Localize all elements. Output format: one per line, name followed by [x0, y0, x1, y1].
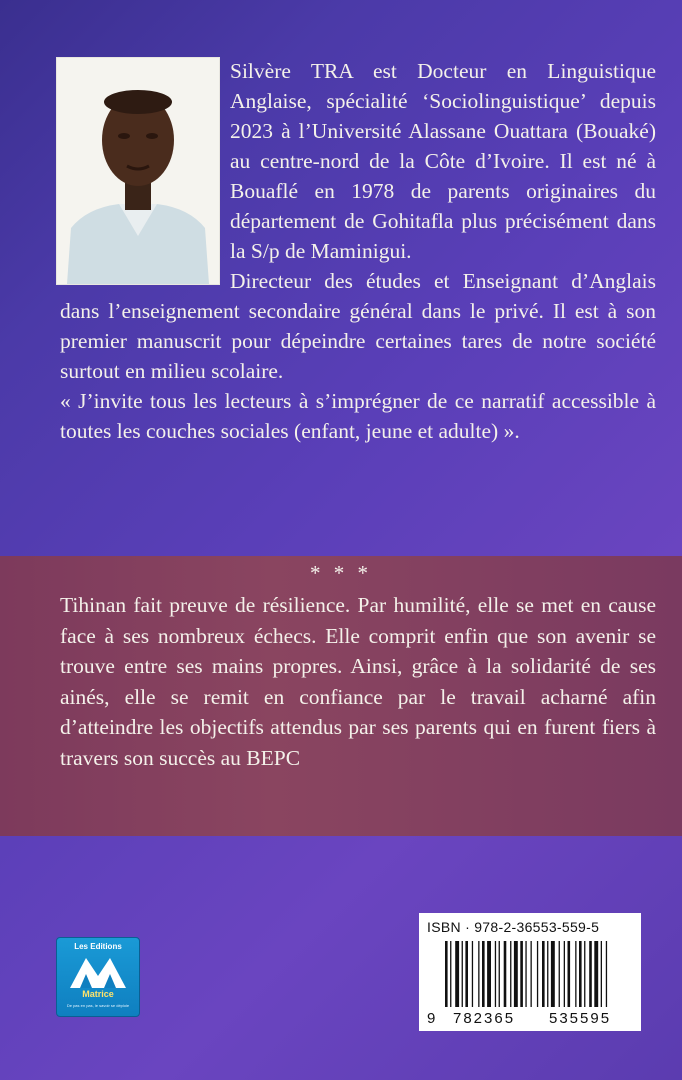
- barcode-bar: [510, 941, 511, 1007]
- barcode-digit-first: 9: [427, 1010, 438, 1027]
- barcode-bar: [531, 941, 532, 1007]
- publisher-name: Matrice: [82, 989, 114, 999]
- barcode-bar: [559, 941, 560, 1007]
- barcode-bar: [564, 941, 565, 1007]
- barcode-digits-right: 535595: [549, 1010, 612, 1027]
- publisher-title: Les Editions: [74, 942, 122, 951]
- book-summary: Tihinan fait preuve de résilience. Par humilité, elle se met en cause face à ses nombreux échecs. Elle comprit enfin que son avenir se trouve entre ses mains propres. Ainsi, grâce à la solidarité de ses ainés, elle se remit en confiance par le travail acharné afin d’atteindre les objectifs attendus par ses parents qui en furent fiers à travers son succès au BEPC: [60, 593, 656, 770]
- barcode-bar: [462, 941, 463, 1007]
- barcode-bar: [547, 941, 548, 1007]
- barcode-bar: [520, 941, 523, 1007]
- mountain-icon: [68, 952, 128, 990]
- barcode-bar: [478, 941, 479, 1007]
- barcode-bar: [445, 941, 448, 1007]
- isbn-label: ISBN · 978-2-36553-559-5: [427, 919, 600, 935]
- barcode-bar: [455, 941, 459, 1007]
- publisher-tagline: De pas en pas, le savoir se déploie: [66, 1003, 130, 1008]
- barcode-bar: [487, 941, 491, 1007]
- barcode-bar: [551, 941, 555, 1007]
- barcode-bar: [450, 941, 451, 1007]
- barcode-bars: [427, 941, 633, 1009]
- barcode-bar: [542, 941, 545, 1007]
- barcode-bar: [482, 941, 485, 1007]
- barcode-bar: [495, 941, 496, 1007]
- barcode-bar: [504, 941, 507, 1007]
- barcode-bar: [606, 941, 607, 1007]
- barcode-bar: [525, 941, 526, 1007]
- barcode-digits-left: 782365: [453, 1010, 516, 1027]
- isbn-barcode: [419, 913, 641, 1031]
- barcode-bar: [514, 941, 518, 1007]
- barcode-bar: [472, 941, 473, 1007]
- barcode-bar: [465, 941, 468, 1007]
- barcode-bar: [589, 941, 592, 1007]
- author-biography: [60, 56, 656, 446]
- section-separator: * * *: [310, 561, 372, 585]
- bio-paragraph-2: Directeur des études et Enseignant d’Anglais dans l’enseignement secondaire général dans le privé. Il est à son premier manuscrit pour dépeindre certaines tares de notre société surtout en milieu scolaire.: [60, 269, 656, 383]
- barcode-bar: [575, 941, 576, 1007]
- barcode-bar: [537, 941, 538, 1007]
- publisher-logo: [56, 937, 140, 1017]
- barcode-bar: [584, 941, 585, 1007]
- barcode-bar: [601, 941, 602, 1007]
- barcode-bar: [579, 941, 582, 1007]
- barcode-bar: [499, 941, 500, 1007]
- author-quote: « J’invite tous les lecteurs à s’imprégner de ce narratif accessible à toutes les couches sociales (enfant, jeune et adulte) ».: [60, 389, 656, 443]
- bio-paragraph-1: Silvère TRA est Docteur en Linguistique Anglaise, spécialité ‘Sociolinguistique’ depuis 2023 à l’Université Alassane Ouattara (Bouaké) au centre-nord de la Côte d’Ivoire. Il est né à Bouaflé en 1978 de parents originaires du département de Gohitafla plus précisément dans la S/p de Maminigui.: [230, 59, 656, 263]
- barcode-bar: [594, 941, 598, 1007]
- barcode-bar: [568, 941, 571, 1007]
